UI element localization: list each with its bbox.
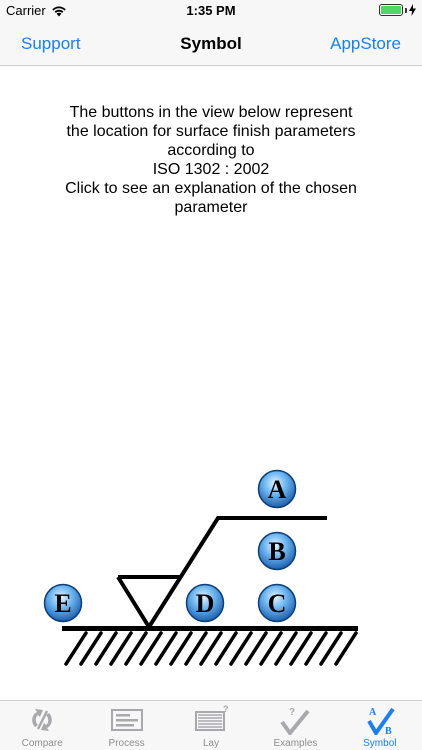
tab-compare[interactable] — [0, 701, 84, 750]
parameter-button-a[interactable] — [259, 471, 296, 508]
surface-finish-diagram — [0, 460, 422, 680]
status-bar — [0, 0, 422, 22]
intro-line-1: The buttons in the view below represent — [69, 104, 353, 121]
svg-text:?: ? — [223, 705, 229, 714]
svg-text:A: A — [368, 707, 377, 718]
parameter-button-a-label: A — [267, 475, 287, 504]
charging-bolt-icon — [409, 4, 416, 16]
process-icon — [110, 705, 144, 735]
appstore-button[interactable]: AppStore — [330, 34, 401, 53]
parameter-button-d-label: D — [195, 589, 215, 618]
support-button[interactable]: Support — [21, 34, 81, 53]
tab-compare-label: Compare — [21, 738, 63, 749]
svg-text:B: B — [384, 726, 392, 735]
intro-line-4: ISO 1302 : 2002 — [152, 161, 270, 178]
tab-lay-label: Lay — [202, 738, 220, 749]
parameter-button-d[interactable] — [187, 585, 224, 622]
carrier-label: Carrier — [6, 3, 46, 18]
compare-icon — [25, 705, 59, 735]
page-title: Symbol — [180, 34, 242, 53]
tab-examples-label: Examples — [273, 738, 318, 749]
tab-process[interactable] — [84, 701, 168, 750]
symbol-icon — [363, 705, 397, 735]
intro-line-6: parameter — [174, 199, 248, 216]
battery-tip — [405, 8, 407, 13]
parameter-button-e-label: E — [54, 589, 72, 618]
parameter-button-b-label: B — [268, 537, 286, 566]
intro-line-5: Click to see an explanation of the chosen — [65, 180, 357, 197]
tab-lay[interactable] — [169, 701, 253, 750]
tab-bar — [0, 700, 422, 750]
intro-line-2: the location for surface finish parameters — [66, 123, 356, 140]
tab-examples[interactable] — [253, 701, 337, 750]
parameter-button-b[interactable] — [259, 533, 296, 570]
surface-ground — [62, 626, 358, 664]
parameter-button-e[interactable] — [45, 585, 82, 622]
lay-icon — [194, 705, 228, 735]
tab-symbol-label: Symbol — [363, 738, 397, 749]
intro-line-3: according to — [167, 142, 255, 159]
examples-icon — [278, 705, 312, 735]
parameter-button-c[interactable] — [259, 585, 296, 622]
status-right — [379, 4, 416, 16]
battery-icon — [379, 4, 403, 16]
status-time: 1:35 PM — [186, 3, 236, 18]
tab-process-label: Process — [108, 738, 145, 749]
navigation-bar — [0, 22, 422, 66]
tab-symbol[interactable] — [338, 701, 422, 750]
intro-text — [30, 103, 392, 217]
parameter-button-c-label: C — [267, 589, 287, 618]
svg-text:?: ? — [289, 707, 296, 718]
